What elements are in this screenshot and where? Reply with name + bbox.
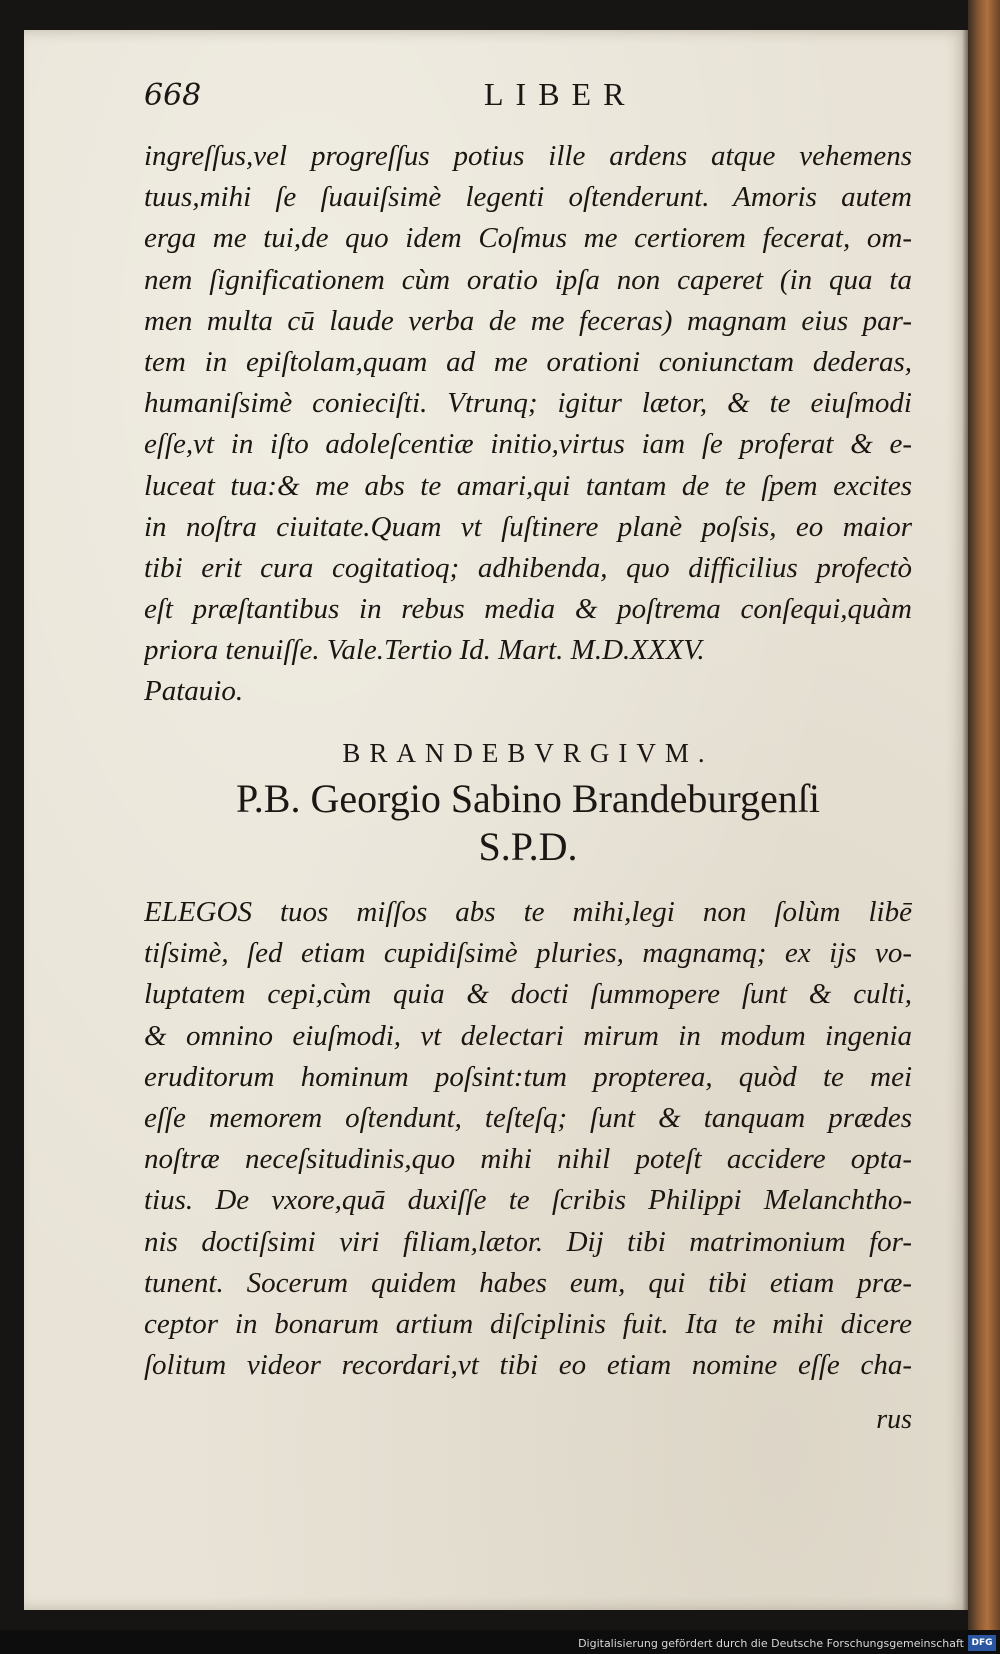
text-line: eſſe memorem oſtendunt, teſteſq; ſunt & tanquam prædes (144, 1101, 912, 1134)
text-line: tem in epiſtolam,quam ad me orationi coniunctam dederas, (144, 345, 912, 378)
text-line: nem ſignificationem cùm oratio ipſa non caperet (in qua ta (144, 263, 912, 296)
text-line: ELEGOS tuos miſſos abs te mihi,legi non ſolùm libē (144, 896, 912, 928)
text-line: ceptor in bonarum artium diſciplinis fuit. Ita te mihi dicere (144, 1307, 912, 1340)
text-line: eſt præſtantibus in rebus media & poſtrema conſequi,quàm (144, 593, 912, 626)
text-line: tius. De vxore,quā duxiſſe te ſcribis Philippi Melanchtho- (144, 1184, 912, 1217)
text-line: men multa cū laude verba de me feceras) magnam eius par- (144, 304, 912, 337)
address-line: P.B. Georgio Sabino Brandeburgenſi (235, 776, 821, 821)
text-line: eſſe,vt in iſto adoleſcentiæ initio,virtus iam ſe proferat & e- (144, 428, 912, 461)
text-line: erga me tui,de quo idem Coſmus me certiorem fecerat, om- (144, 222, 912, 255)
text-line: luceat tua:& me abs te amari,qui tantam de te ſpem excites (144, 469, 912, 502)
running-head: LIBER (484, 76, 637, 112)
text-line: tibi erit cura cogitatioq; adhibenda, quo difficilius profectò (144, 551, 912, 584)
address-line: S.P.D. (478, 824, 578, 869)
letter-one-body (144, 136, 912, 713)
funding-bar (0, 1630, 1000, 1654)
page-number: 668 (144, 78, 202, 113)
catchword: rus (876, 1404, 912, 1435)
text-line: nis doctiſsimi viri filiam,lætor. Dij tibi matrimonium for- (144, 1225, 912, 1258)
book-spine (968, 0, 1000, 1654)
text-line: tuus,mihi ſe ſuauiſsimè legenti oſtenderunt. Amoris autem (144, 181, 912, 214)
letter-address (144, 775, 912, 871)
letter-two-body (144, 892, 912, 1386)
text-line: tiſsimè, ſed etiam cupidiſsimè pluries, magnamq; ex ijs vo- (144, 937, 912, 970)
text-line: luptatem cepi,cùm quia & docti ſummopere ſunt & culti, (144, 978, 912, 1011)
text-line: ſolitum videor recordari,vt tibi eo etiam nomine eſſe cha- (144, 1349, 912, 1382)
page-header (144, 58, 912, 118)
text-line: noſtræ neceſsitudinis,quo mihi nihil poteſt accidere opta- (144, 1143, 912, 1176)
text-line: & omnino eiuſmodi, vt delectari mirum in modum ingenia (144, 1019, 912, 1052)
text-line: eruditorum hominum poſsint:tum propterea, quòd te mei (144, 1060, 912, 1093)
section-title: BRANDEBVRGIVM. (342, 738, 714, 768)
text-line: humaniſsimè conieciſti. Vtrunq; igitur lætor, & te eiuſmodi (144, 387, 912, 420)
funding-note: Digitalisierung gefördert durch die Deutsche Forschungsgemeinschaft (578, 1637, 964, 1650)
text-line: priora tenuiſſe. Vale.Tertio Id. Mart. M.D.XXXV. (144, 634, 705, 667)
text-line: tunent. Socerum quidem habes eum, qui tibi etiam præ- (144, 1266, 912, 1299)
text-line: in noſtra ciuitate.Quam vt ſuſtinere planè poſsis, eo maior (144, 510, 912, 543)
text-line: Patauio. (144, 675, 244, 708)
text-line: ingreſſus,vel progreſſus potius ille ardens atque vehemens (144, 140, 912, 172)
dfg-logo: DFG (968, 1635, 996, 1651)
